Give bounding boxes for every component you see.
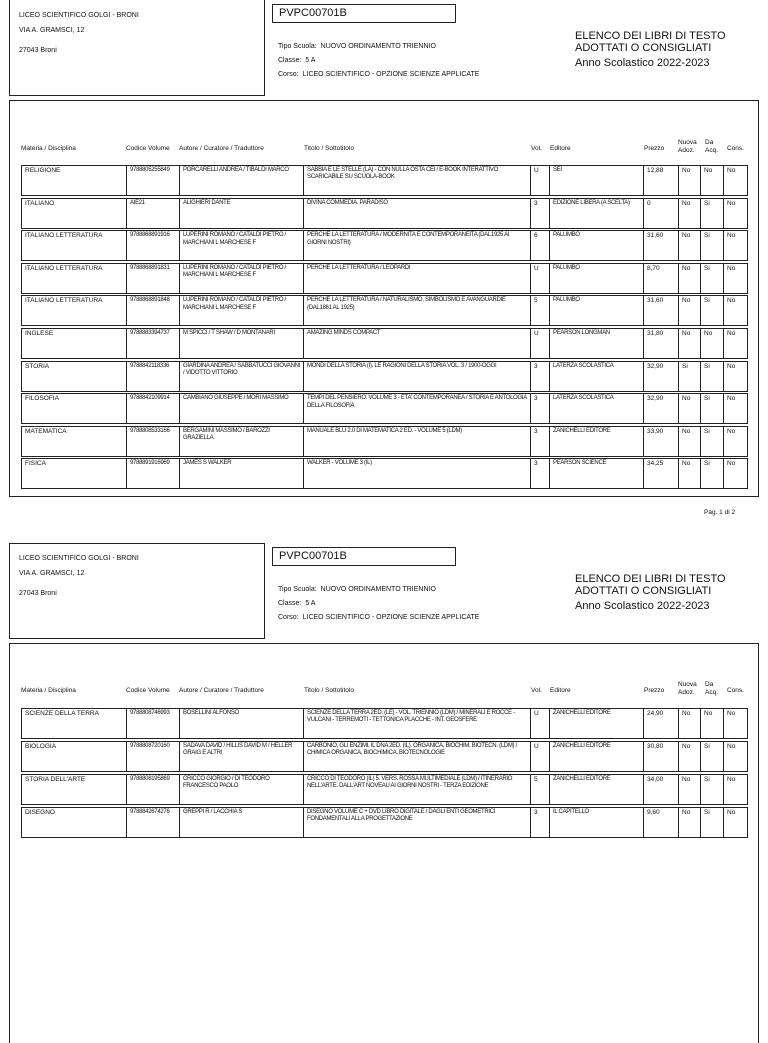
cell-da: Si <box>700 361 723 392</box>
cell-materia: STORIA DELL'ARTE <box>21 774 126 805</box>
table-row <box>21 807 748 838</box>
col-header-titolo: Titolo / Sottotitolo <box>304 687 354 694</box>
cell-nuova: No <box>678 741 700 772</box>
cell-materia: ITALIANO LETTERATURA <box>21 230 126 261</box>
table-row <box>21 165 748 196</box>
cell-nuova: No <box>678 458 700 489</box>
cell-materia: FISICA <box>21 458 126 489</box>
cell-titolo: PERCHE LA LETTERATURA / NATURALISMO, SIMBOLISMO E AVANGUARDIE (DAL1861 AL 1925) <box>303 295 530 326</box>
table-row <box>21 361 748 392</box>
cell-autore: BERGAMINI MASSIMO / BAROZZI GRAZIELLA <box>179 426 303 457</box>
cell-titolo: DIVINA COMMEDIA. PARADISO <box>303 198 530 229</box>
cell-editore: ZANICHELLI EDITORE <box>549 426 643 457</box>
col-header-codice: Codice Volume <box>126 145 170 152</box>
cell-editore: EDIZIONE LIBERA (A SCELTA) <box>549 198 643 229</box>
cell-prezzo: 32,90 <box>643 393 678 424</box>
cell-materia: DISEGNO <box>21 807 126 838</box>
cell-prezzo: 34,25 <box>643 458 678 489</box>
cell-autore: LUPERINI ROMANO / CATALDI PIETRO / MARCHIANI L MARCHESE F <box>179 230 303 261</box>
cell-prezzo: 0 <box>643 198 678 229</box>
col-header-da: Da Acq. <box>705 139 719 154</box>
cell-editore: PEARSON LONGMAN <box>549 328 643 359</box>
cell-materia: SCIENZE DELLA TERRA <box>21 708 126 739</box>
cell-codice: 9788842674276 <box>126 807 179 838</box>
table-row <box>21 741 748 772</box>
tipo-label: Tipo Scuola: <box>278 43 317 50</box>
col-header-nuova: Nuova Adoz. <box>678 139 697 154</box>
tipo-label: Tipo Scuola: <box>278 586 317 593</box>
table-row <box>21 230 748 261</box>
tipo-value: NUOVO ORDINAMENTO TRIENNIO <box>320 43 436 50</box>
cell-nuova: No <box>678 774 700 805</box>
cell-prezzo: 24,90 <box>643 708 678 739</box>
cell-cons: No <box>723 426 748 457</box>
cell-autore: PORCARELLI ANDREA / TIBALDI MARCO <box>179 165 303 196</box>
cell-autore: ALIGHIERI DANTE <box>179 198 303 229</box>
cell-editore: ZANICHELLI EDITORE <box>549 774 643 805</box>
cell-materia: ITALIANO LETTERATURA <box>21 263 126 294</box>
table-row <box>21 328 748 359</box>
school-year: Anno Scolastico 2022-2023 <box>575 600 710 612</box>
title-line-1: ELENCO DEI LIBRI DI TESTO <box>575 30 726 42</box>
cell-cons: No <box>723 230 748 261</box>
table-row <box>21 774 748 805</box>
cell-autore: M SPICCI / T SHAW / D MONTANARI <box>179 328 303 359</box>
cell-cons: No <box>723 708 748 739</box>
document-title-2 <box>575 574 726 612</box>
cell-titolo: CRICCO DI TEODORO (IL) 5. VERS. ROSSA MULTIMEDIALE (LDM) / ITINERARIO NELL'ARTE. DALL'ART NOVEAU AI GIORNI NOSTRI - TERZA EDIZIONE <box>303 774 530 805</box>
cell-vol: 6 <box>530 230 549 261</box>
cell-editore: ZANICHELLI EDITORE <box>549 708 643 739</box>
cell-prezzo: 31,60 <box>643 230 678 261</box>
cell-autore: JAMES S WALKER <box>179 458 303 489</box>
cell-cons: No <box>723 165 748 196</box>
cell-codice: 9788808195869 <box>126 774 179 805</box>
cell-vol: U <box>530 328 549 359</box>
cell-materia: RELIGIONE <box>21 165 126 196</box>
table-row <box>21 708 748 739</box>
cell-prezzo: 32,90 <box>643 361 678 392</box>
cell-editore: SEI <box>549 165 643 196</box>
cell-codice: AIE21 <box>126 198 179 229</box>
cell-editore: IL CAPITELLO <box>549 807 643 838</box>
col-header-prezzo: Prezzo <box>644 687 665 694</box>
cell-cons: No <box>723 295 748 326</box>
title-line-2: ADOTTATI O CONSIGLIATI <box>575 584 712 597</box>
course-meta-2 <box>278 583 479 625</box>
cell-prezzo: 9,60 <box>643 807 678 838</box>
col-header-autore: Autore / Curatore / Traduttore <box>179 687 264 694</box>
col-header-cons: Cons. <box>727 687 744 694</box>
cell-autore: SADAVA DAVID / HILLIS DAVID M / HELLER GRAIG E ALTRI <box>179 741 303 772</box>
title-line-1: ELENCO DEI LIBRI DI TESTO <box>575 573 726 585</box>
cell-vol: U <box>530 263 549 294</box>
tipo-value: NUOVO ORDINAMENTO TRIENNIO <box>320 586 436 593</box>
cell-autore: LUPERINI ROMANO / CATALDI PIETRO / MARCHIANI L MARCHESE F <box>179 263 303 294</box>
cell-materia: FILOSOFIA <box>21 393 126 424</box>
cell-codice: 9788842118336 <box>126 361 179 392</box>
col-header-materia: Materia / Disciplina <box>21 687 76 694</box>
cell-da: Si <box>700 263 723 294</box>
classe-label: Classe: <box>278 57 302 64</box>
cell-autore: CRICCO GIORGIO / DI TEODORO FRANCESCO PAOLO <box>179 774 303 805</box>
school-name: LICEO SCIENTIFICO GOLGI - BRONI <box>19 12 139 19</box>
col-header-titolo: Titolo / Sottotitolo <box>304 145 354 152</box>
cell-titolo: PERCHE LA LETTERATURA / MODERNITA E CONTEMPORANEITA (DAL1925 AI GIORNI NOSTRI) <box>303 230 530 261</box>
cell-vol: 3 <box>530 807 549 838</box>
cell-autore: BOSELLINI ALFONSO <box>179 708 303 739</box>
school-city: 27043 Broni <box>19 590 57 597</box>
cell-nuova: No <box>678 295 700 326</box>
cell-nuova: No <box>678 263 700 294</box>
col-header-codice: Codice Volume <box>126 687 170 694</box>
cell-codice: 9788808720160 <box>126 741 179 772</box>
cell-nuova: No <box>678 165 700 196</box>
corso-value: LICEO SCIENTIFICO - OPZIONE SCIENZE APPLICATE <box>302 614 480 621</box>
cell-codice: 9788891916969 <box>126 458 179 489</box>
corso-label: Corso: <box>278 614 299 621</box>
cell-codice: 9788808746993 <box>126 708 179 739</box>
cell-nuova: No <box>678 393 700 424</box>
cell-editore: PEARSON SCIENCE <box>549 458 643 489</box>
cell-titolo: DISEGNO VOLUME C + DVD LIBRO DIGITALE / DAGLI ENTI GEOMETRICI FONDAMENTALI ALLA PROGETTAZIONE <box>303 807 530 838</box>
cell-cons: No <box>723 458 748 489</box>
cell-prezzo: 8,70 <box>643 263 678 294</box>
cell-materia: INGLESE <box>21 328 126 359</box>
cell-titolo: TEMPI DEL PENSIERO. VOLUME 3 - ETA' CONTEMPORANEA / STORIA E ANTOLOGIA DELLA FILOSOFIA <box>303 393 530 424</box>
cell-prezzo: 12,88 <box>643 165 678 196</box>
cell-nuova: No <box>678 426 700 457</box>
cell-vol: U <box>530 708 549 739</box>
cell-titolo: SCIENZE DELLA TERRA 2ED. (LE) - VOL. TRIENNIO (LDM) / MINERALI E ROCCE - VULCANI - TERREMOTI - TETTONICA PLACCHE - INT. GEOSFERE <box>303 708 530 739</box>
cell-nuova: No <box>678 230 700 261</box>
school-info-box-1 <box>9 0 265 96</box>
cell-nuova: No <box>678 807 700 838</box>
cell-codice: 9788883394737 <box>126 328 179 359</box>
cell-da: Si <box>700 426 723 457</box>
books-table-1 <box>9 100 759 497</box>
cell-titolo: SABBIA E LE STELLE (LA) - CON NULLA OSTA CEI / E-BOOK INTERATTIVO SCARICABILE SU SCUOLA-BOOK <box>303 165 530 196</box>
cell-titolo: AMAZING MINDS COMPACT <box>303 328 530 359</box>
cell-prezzo: 34,00 <box>643 774 678 805</box>
cell-materia: STORIA <box>21 361 126 392</box>
books-table-2 <box>9 643 759 1043</box>
cell-editore: PALUMBO <box>549 263 643 294</box>
cell-cons: No <box>723 328 748 359</box>
cell-vol: 5 <box>530 774 549 805</box>
cell-autore: GIARDINA ANDREA / SABBATUCCI GIOVANNI / VIDOTTO VITTORIO <box>179 361 303 392</box>
table-row <box>21 426 748 457</box>
corso-value: LICEO SCIENTIFICO - OPZIONE SCIENZE APPLICATE <box>302 71 480 78</box>
cell-vol: U <box>530 741 549 772</box>
cell-codice: 9788808533166 <box>126 426 179 457</box>
cell-nuova: No <box>678 328 700 359</box>
cell-editore: PALUMBO <box>549 295 643 326</box>
school-year: Anno Scolastico 2022-2023 <box>575 57 710 69</box>
school-code-1: PVPC00701B <box>272 4 456 23</box>
cell-codice: 9788805255849 <box>126 165 179 196</box>
cell-da: Si <box>700 295 723 326</box>
cell-titolo: MONDI DELLA STORIA (I). LE RAGIONI DELLA STORIA VOL. 3 / 1900-OGGI <box>303 361 530 392</box>
col-header-editore: Editore <box>550 687 571 694</box>
title-line-2: ADOTTATI O CONSIGLIATI <box>575 41 712 54</box>
cell-da: Si <box>700 230 723 261</box>
cell-codice: 9788868891831 <box>126 263 179 294</box>
cell-vol: 3 <box>530 198 549 229</box>
cell-codice: 9788868891848 <box>126 295 179 326</box>
cell-editore: LATERZA SCOLASTICA <box>549 361 643 392</box>
col-header-vol: Vol. <box>531 687 542 694</box>
col-header-nuova: Nuova Adoz. <box>678 681 697 696</box>
cell-titolo: CARBONIO, GLI ENZIMI, IL DNA 2ED. (IL). ORGANICA, BIOCHIM, BIOTECN. (LDM) / CHIMICA ORGANICA, BIOCHIMICA, BIOTECNOLOGIE <box>303 741 530 772</box>
table-row <box>21 198 748 229</box>
cell-da: Si <box>700 774 723 805</box>
cell-nuova: Si <box>678 361 700 392</box>
school-address: VIA A. GRAMSCI, 12 <box>19 26 85 34</box>
cell-editore: LATERZA SCOLASTICA <box>549 393 643 424</box>
course-meta-1 <box>278 40 479 82</box>
cell-da: Si <box>700 198 723 229</box>
cell-cons: No <box>723 741 748 772</box>
cell-autore: LUPERINI ROMANO / CATALDI PIETRO / MARCHIANI L MARCHESE F <box>179 295 303 326</box>
cell-vol: 3 <box>530 458 549 489</box>
cell-vol: U <box>530 165 549 196</box>
cell-materia: ITALIANO <box>21 198 126 229</box>
cell-da: Si <box>700 393 723 424</box>
cell-cons: No <box>723 774 748 805</box>
table-row <box>21 295 748 326</box>
cell-codice: 9788842109914 <box>126 393 179 424</box>
cell-nuova: No <box>678 198 700 229</box>
cell-cons: No <box>723 263 748 294</box>
cell-autore: CAMBIANO GIUSEPPE / MORI MASSIMO <box>179 393 303 424</box>
cell-codice: 9788868891916 <box>126 230 179 261</box>
document-title-1 <box>575 31 726 69</box>
corso-label: Corso: <box>278 71 299 78</box>
cell-cons: No <box>723 807 748 838</box>
cell-vol: 3 <box>530 426 549 457</box>
cell-autore: GREPPI R / LACCHIA S <box>179 807 303 838</box>
cell-vol: 5 <box>530 295 549 326</box>
cell-prezzo: 31,80 <box>643 328 678 359</box>
cell-cons: No <box>723 361 748 392</box>
table-row <box>21 263 748 294</box>
cell-vol: 3 <box>530 361 549 392</box>
page-number: Pag. 1 di 2 <box>704 509 736 516</box>
school-address: VIA A. GRAMSCI, 12 <box>19 569 85 577</box>
school-code-2: PVPC00701B <box>272 547 456 566</box>
cell-vol: 3 <box>530 393 549 424</box>
cell-titolo: MANUALE BLU 2.0 DI MATEMATICA 2 ED. - VOLUME 5 (LDM) <box>303 426 530 457</box>
cell-prezzo: 31,60 <box>643 295 678 326</box>
cell-cons: No <box>723 198 748 229</box>
cell-da: Si <box>700 458 723 489</box>
cell-da: No <box>700 708 723 739</box>
cell-cons: No <box>723 393 748 424</box>
table-row <box>21 458 748 489</box>
cell-nuova: No <box>678 708 700 739</box>
cell-da: Si <box>700 741 723 772</box>
school-name: LICEO SCIENTIFICO GOLGI - BRONI <box>19 555 139 562</box>
cell-titolo: WALKER - VOLUME 3 (IL) <box>303 458 530 489</box>
classe-value: 5 A <box>305 57 316 64</box>
cell-prezzo: 30,80 <box>643 741 678 772</box>
table-row <box>21 393 748 424</box>
school-info-box-2 <box>9 543 265 639</box>
cell-materia: MATEMATICA <box>21 426 126 457</box>
col-header-vol: Vol. <box>531 145 542 152</box>
cell-prezzo: 33,90 <box>643 426 678 457</box>
col-header-prezzo: Prezzo <box>644 145 665 152</box>
cell-editore: PALUMBO <box>549 230 643 261</box>
cell-materia: ITALIANO LETTERATURA <box>21 295 126 326</box>
classe-value: 5 A <box>305 600 316 607</box>
classe-label: Classe: <box>278 600 302 607</box>
cell-da: No <box>700 328 723 359</box>
col-header-editore: Editore <box>550 145 571 152</box>
cell-materia: BIOLOGIA <box>21 741 126 772</box>
cell-editore: ZANICHELLI EDITORE <box>549 741 643 772</box>
school-city: 27043 Broni <box>19 47 57 54</box>
cell-da: No <box>700 165 723 196</box>
cell-titolo: PERCHE LA LETTERATURA / LEOPARDI <box>303 263 530 294</box>
col-header-da: Da Acq. <box>705 681 719 696</box>
col-header-autore: Autore / Curatore / Traduttore <box>179 145 264 152</box>
cell-da: Si <box>700 807 723 838</box>
col-header-materia: Materia / Disciplina <box>21 145 76 152</box>
col-header-cons: Cons. <box>727 145 744 152</box>
